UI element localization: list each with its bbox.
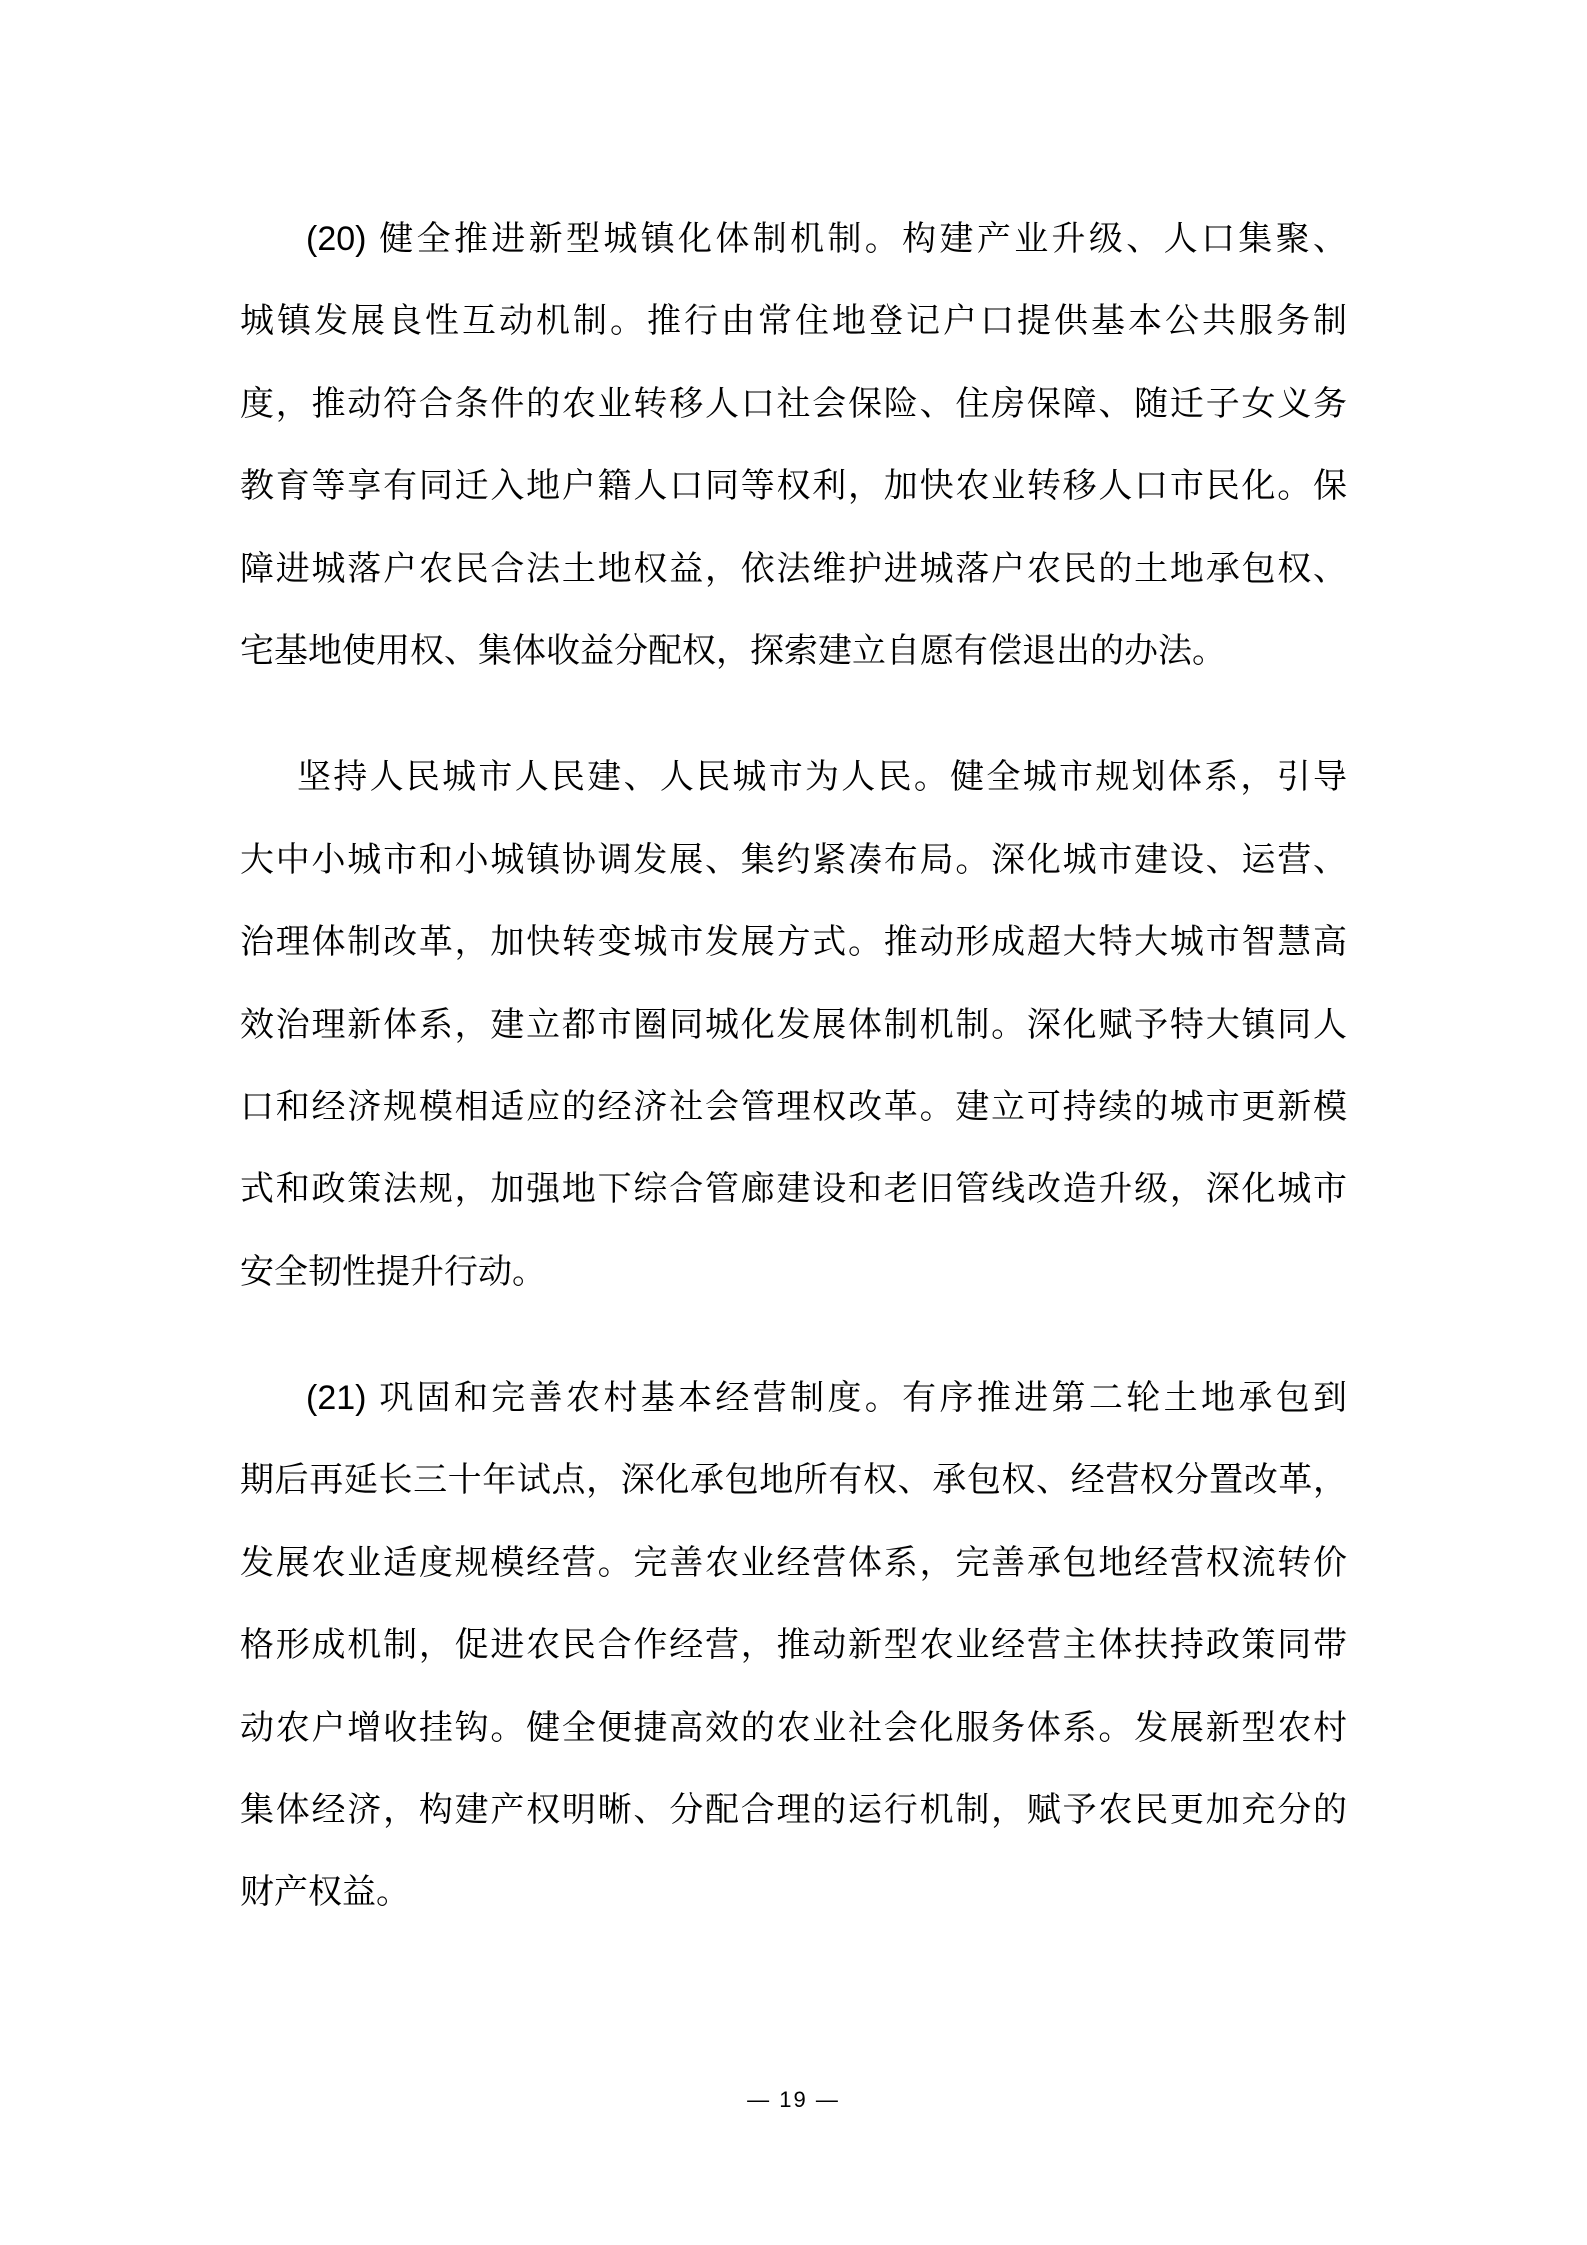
- text-line: 教育等享有同迁入地户籍人口同等权利，加快农业转移人口市民化。保: [240, 467, 1347, 506]
- text-line: 治理体制改革，加快转变城市发展方式。推动形成超大特大城市智慧高: [240, 923, 1347, 962]
- text-line: 安全韧性提升行动。: [240, 1252, 546, 1291]
- paragraph-cities: [240, 736, 1347, 1313]
- text-line: 发展农业适度规模经营。完善农业经营体系，完善承包地经营权流转价: [240, 1543, 1347, 1582]
- text-line: 城镇发展良性互动机制。推行由常住地登记户口提供基本公共服务制: [240, 302, 1347, 341]
- text-line: 口和经济规模相适应的经济社会管理权改革。建立可持续的城市更新模: [240, 1087, 1347, 1126]
- text-line: 格形成机制，促进农民合作经营，推动新型农业经营主体扶持政策同带: [240, 1626, 1347, 1665]
- text-line: (20) 健全推进新型城镇化体制机制。构建产业升级、人口集聚、: [306, 220, 1347, 258]
- text-line: 集体经济，构建产权明晰、分配合理的运行机制，赋予农民更加充分的: [240, 1791, 1347, 1830]
- text-line: (21) 巩固和完善农村基本经营制度。有序推进第二轮土地承包到: [306, 1379, 1347, 1418]
- text-line: 效治理新体系，建立都市圈同城化发展体制机制。深化赋予特大镇同人: [240, 1005, 1347, 1044]
- text-line: 坚持人民城市人民建、人民城市为人民。健全城市规划体系，引导: [297, 758, 1347, 797]
- text-line: 障进城落户农民合法土地权益，依法维护进城落户农民的土地承包权、: [240, 549, 1347, 588]
- text-line: 式和政策法规，加强地下综合管廊建设和老旧管线改造升级，深化城市: [240, 1170, 1347, 1209]
- text-line: 大中小城市和小城镇协调发展、集约紧凑布局。深化城市建设、运营、: [240, 840, 1347, 879]
- text-line: 期后再延长三十年试点，深化承包地所有权、承包权、经营权分置改革，: [240, 1461, 1347, 1500]
- paragraph-21: [240, 1357, 1347, 1934]
- paragraph-20: [240, 198, 1347, 692]
- document-body: [240, 198, 1347, 1934]
- page-number: — 19 —: [747, 2087, 840, 2112]
- text-line: 财产权益。: [240, 1873, 410, 1912]
- text-line: 动农户增收挂钩。健全便捷高效的农业社会化服务体系。发展新型农村: [240, 1708, 1347, 1747]
- text-line: 宅基地使用权、集体收益分配权，探索建立自愿有偿退出的办法。: [240, 631, 1226, 670]
- text-line: 度，推动符合条件的农业转移人口社会保险、住房保障、随迁子女义务: [240, 384, 1347, 423]
